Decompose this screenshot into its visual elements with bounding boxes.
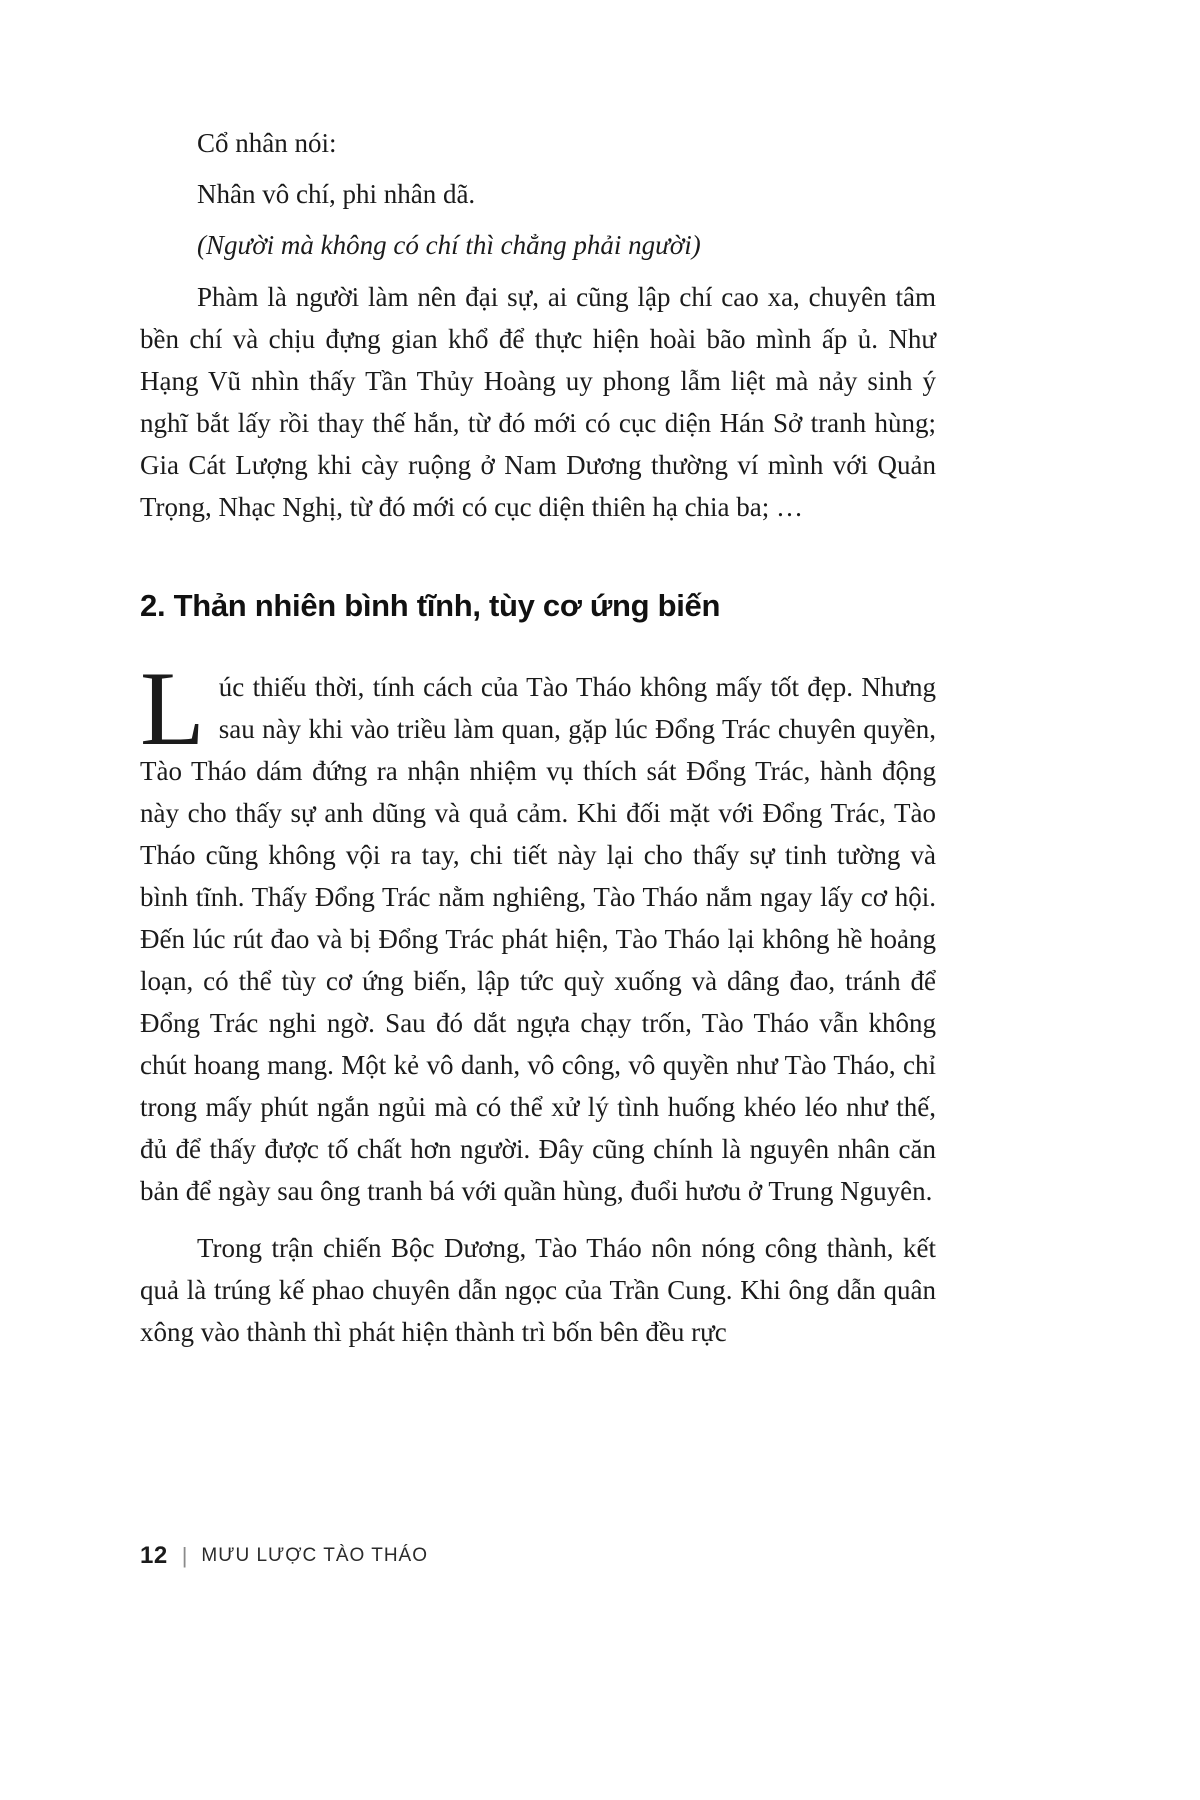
book-title: MƯU LƯỢC TÀO THÁO [201, 1545, 428, 1566]
drop-cap: L [140, 650, 205, 767]
paragraph-2 [140, 650, 936, 1212]
section-heading: 2. Thản nhiên bình tĩnh, tùy cơ ứng biến [140, 588, 721, 623]
footer-separator: | [181, 1543, 188, 1568]
quote-intro: Cổ nhân nói: [197, 128, 337, 158]
quote-line: Nhân vô chí, phi nhân dã. [197, 179, 476, 209]
paragraph-1: Phàm là người làm nên đại sự, ai cũng lập chí cao xa, chuyên tâm bền chí và chịu đựng gian khổ để thực hiện hoài bão mình ấp ủ. Như Hạng Vũ nhìn thấy Tần Thủy Hoàng uy phong lẫm liệt mà nảy sinh ý nghĩ bắt lấy rồi thay thế hắn, từ đó mới có cục diện Hán Sở tranh hùng; Gia Cát Lượng khi cày ruộng ở Nam Dương thường ví mình với Quản Trọng, Nhạc Nghị, từ đó mới có cục diện thiên hạ chia ba; … [140, 282, 936, 522]
paragraph-3: Trong trận chiến Bộc Dương, Tào Tháo nôn nóng công thành, kết quả là trúng kế phao chuyên dẫn ngọc của Trần Cung. Khi ông dẫn quân xông vào thành thì phát hiện thành trì bốn bên đều rực [140, 1233, 936, 1347]
quote-translation: (Người mà không có chí thì chẳng phải người) [197, 230, 701, 260]
page-content [140, 122, 936, 1353]
paragraph-2-text: úc thiếu thời, tính cách của Tào Tháo không mấy tốt đẹp. Nhưng sau này khi vào triều làm quan, gặp lúc Đổng Trác chuyên quyền, Tào Tháo dám đứng ra nhận nhiệm vụ thích sát Đổng Trác, hành động này cho thấy sự anh dũng và quả cảm. Khi đối mặt với Đổng Trác, Tào Tháo cũng không vội ra tay, chi tiết này lại cho thấy sự tinh tường và bình tĩnh. Thấy Đổng Trác nằm nghiêng, Tào Tháo nắm ngay lấy cơ hội. Đến lúc rút đao và bị Đổng Trác phát hiện, Tào Tháo lại không hề hoảng loạn, có thể tùy cơ ứng biến, lập tức quỳ xuống và dâng đao, tránh để Đổng Trác nghi ngờ. Sau đó dắt ngựa chạy trốn, Tào Tháo vẫn không chút hoang mang. Một kẻ vô danh, vô công, vô quyền như Tào Tháo, chỉ trong mấy phút ngắn ngủi mà có thể xử lý tình huống khéo léo như thế, đủ để thấy được tố chất hơn người. Đây cũng chính là nguyên nhân căn bản để ngày sau ông tranh bá với quần hùng, đuổi hươu ở Trung Nguyên. [140, 672, 936, 1206]
page-number: 12 [140, 1542, 168, 1569]
page-footer [140, 1542, 428, 1570]
